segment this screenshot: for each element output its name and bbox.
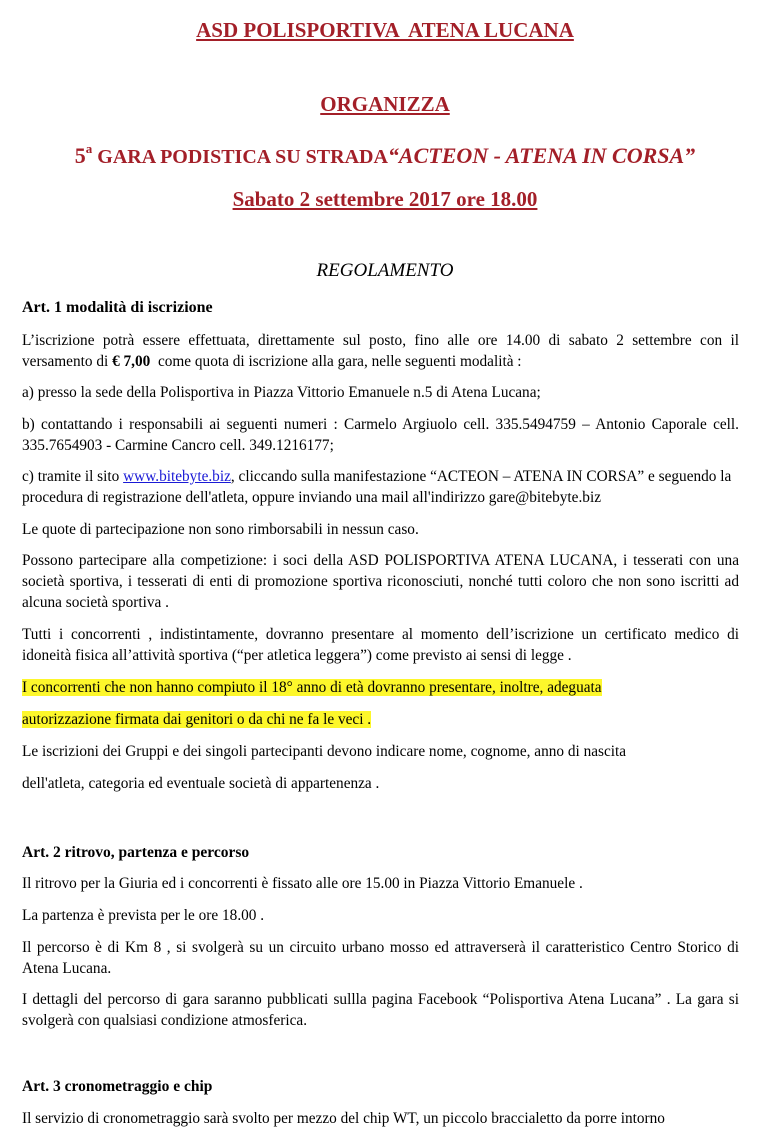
- art2-details: I dettagli del percorso di gara saranno pubblicati sullla pagina Facebook “Polisportiva Atena Lucana” . La gara si svolgerà con qualsiasi condizione atmosferica.: [22, 991, 739, 1029]
- art1-groups-line2: dell'atleta, categoria ed eventuale società di appartenenza .: [22, 775, 380, 792]
- art1-minors-line2: [22, 709, 739, 730]
- art3-heading: Art. 3 cronometraggio e chip: [22, 1078, 213, 1095]
- art1-fee: € 7,00: [112, 353, 151, 370]
- edition-number: 5: [74, 143, 86, 168]
- art1-participants: Possono partecipare alla competizione: i soci della ASD POLISPORTIVA ATENA LUCANA, i tesserati con una società sportiva, i tesserati di enti di promozione sportiva riconosciuti, nonché tutti coloro che non sono iscritti ad alcuna società sportiva .: [22, 552, 739, 611]
- edition-superscript: a: [85, 141, 93, 156]
- art1-refund-note: Le quote di partecipazione non sono rimborsabili in nessun caso.: [22, 521, 419, 538]
- art2-heading: Art. 2 ritrovo, partenza e percorso: [22, 844, 250, 861]
- race-name: “ACTEON - ATENA IN CORSA”: [387, 143, 696, 168]
- art1-option-a: a) presso la sede della Polisportiva in Piazza Vittorio Emanuele n.5 di Atena Lucana;: [22, 384, 541, 401]
- race-date: Sabato 2 settembre 2017 ore 18.00: [232, 187, 538, 211]
- race-type: GARA PODISTICA SU STRADA: [92, 146, 388, 168]
- art1-paragraph-fee: [22, 330, 739, 372]
- race-title: [0, 143, 770, 169]
- art1-p1-text-b: come quota di iscrizione alla gara, nelle seguenti modalità :: [150, 353, 522, 370]
- art1-heading: Art. 1 modalità di iscrizione: [22, 299, 213, 316]
- art2-route: Il percorso è di Km 8 , si svolgerà su un circuito urbano mosso ed attraverserà il caratteristico Centro Storico di Atena Lucana.: [22, 939, 739, 977]
- art1-option-c: [22, 466, 739, 508]
- organizza-heading: ORGANIZZA: [320, 92, 450, 116]
- art1-groups-line1: Le iscrizioni dei Gruppi e dei singoli partecipanti devono indicare nome, cognome, anno di nascita: [22, 743, 627, 760]
- art2-meeting: Il ritrovo per la Giuria ed i concorrenti è fissato alle ore 15.00 in Piazza Vittorio Emanuele .: [22, 875, 583, 892]
- art1-option-b: b) contattando i responsabili ai seguenti numeri : Carmelo Argiuolo cell. 335.5494759 – Antonio Caporale cell. 335.7654903 - Carmine Cancro cell. 349.1216177;: [22, 416, 739, 454]
- art2-start: La partenza è prevista per le ore 18.00 .: [22, 907, 265, 924]
- art3-timing: Il servizio di cronometraggio sarà svolto per mezzo del chip WT, un piccolo braccialetto da porre intorno: [22, 1110, 665, 1127]
- bitebyte-link[interactable]: www.bitebyte.biz: [123, 468, 231, 485]
- organization-title: ASD POLISPORTIVA ATENA LUCANA: [196, 18, 574, 42]
- regolamento-heading: REGOLAMENTO: [316, 260, 454, 281]
- highlighted-text: autorizzazione firmata dai genitori o da chi ne fa le veci .: [22, 711, 372, 728]
- art1-medical-certificate: Tutti i concorrenti , indistintamente, dovranno presentare al momento dell’iscrizione un certificato medico di idoneità fisica all’attività sportiva (“per atletica leggera”) come previsto ai sensi di legge .: [22, 626, 739, 664]
- art1-p4-text-b: , cliccando sulla manifestazione “ACTEON – ATENA IN CORSA” e seguendo la procedura di registrazione dell'atleta, oppure inviando una mail all'indirizzo gare@bitebyte.biz: [22, 468, 732, 506]
- art1-p1-text-a: L’iscrizione potrà essere effettuata, direttamente sul posto, fino alle ore 14.00 di sabato 2 settembre con il versamento di: [22, 332, 739, 370]
- art1-p4-text-a: c) tramite il sito: [22, 468, 124, 485]
- highlighted-text: I concorrenti che non hanno compiuto il 18° anno di età dovranno presentare, inoltre, adeguata: [22, 679, 602, 696]
- art1-minors-line1: [22, 677, 739, 698]
